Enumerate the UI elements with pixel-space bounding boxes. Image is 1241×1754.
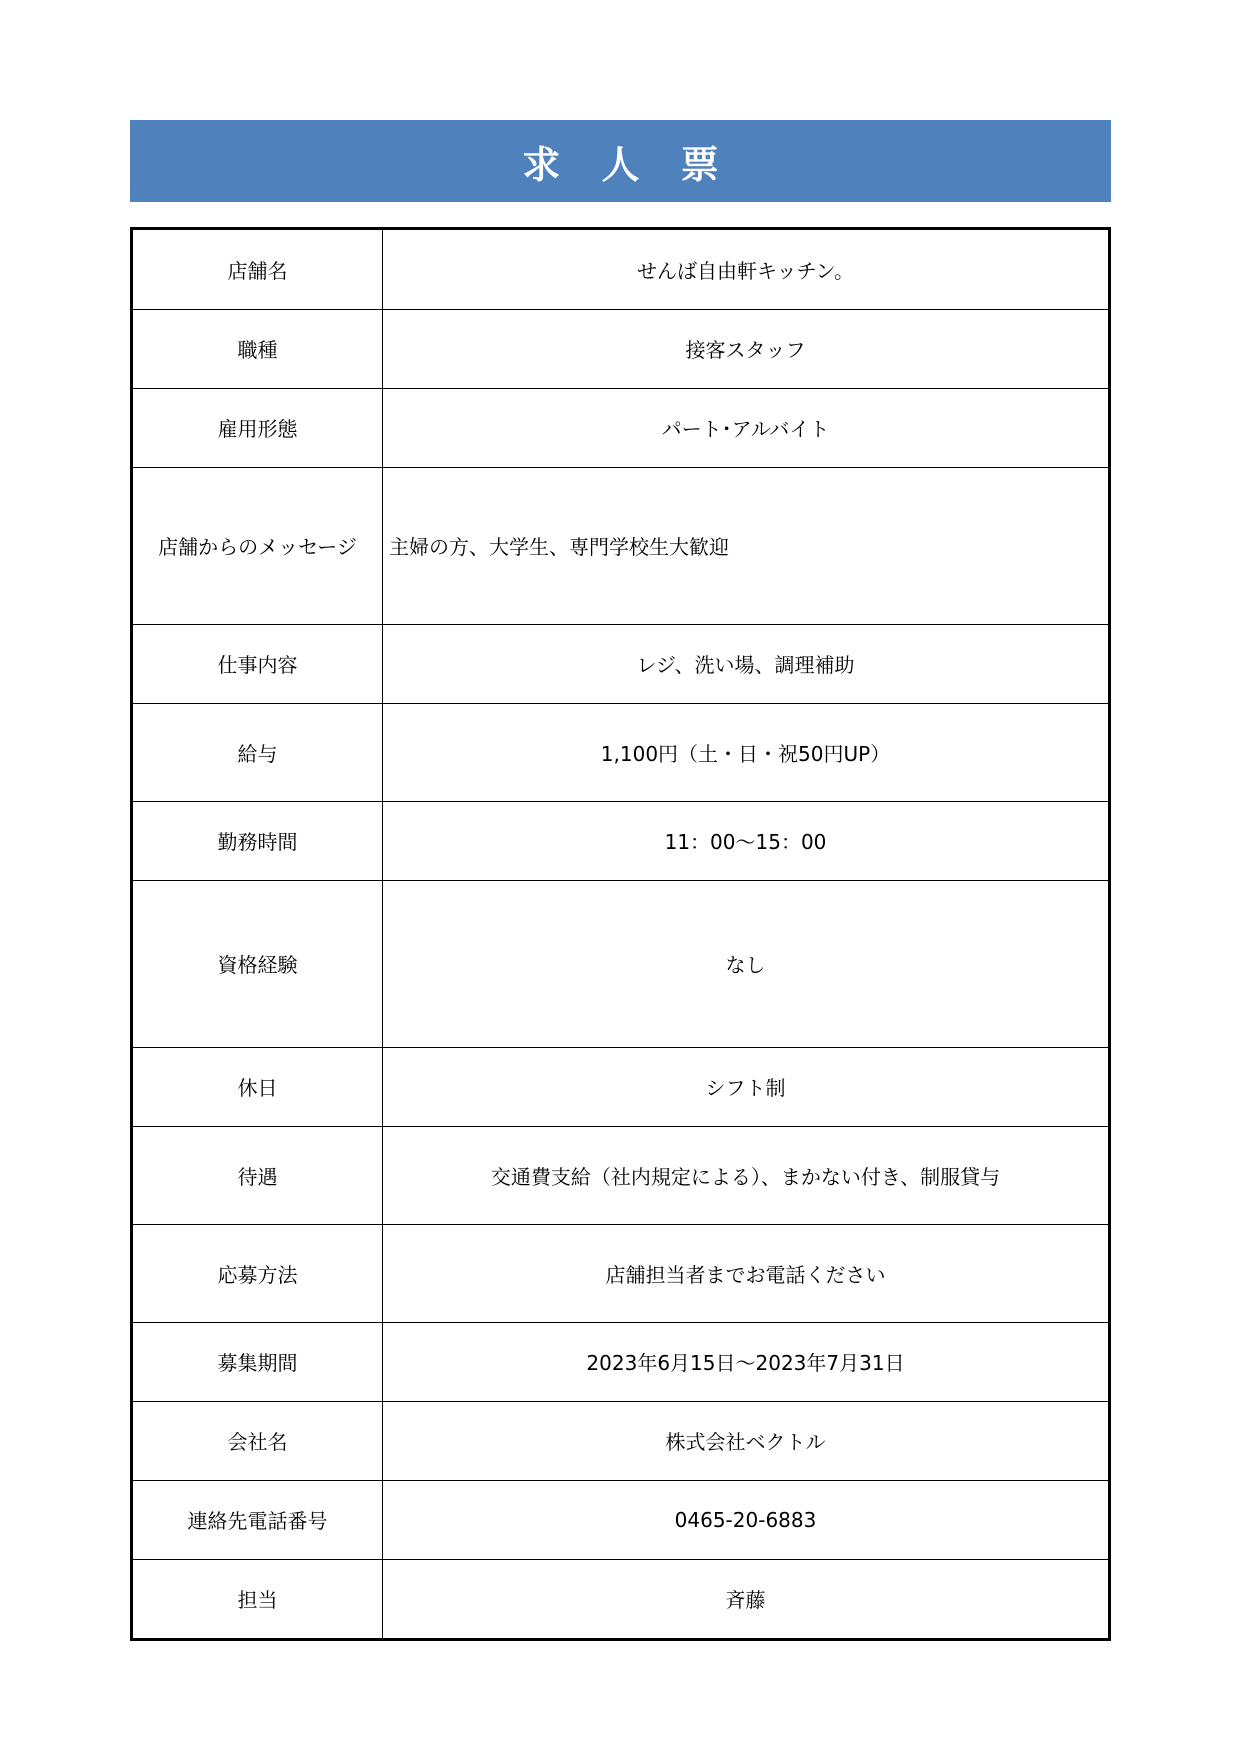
label-employment-type: 雇用形態 xyxy=(133,388,383,467)
row-job-type xyxy=(133,309,1108,388)
value-job-type: 接客スタッフ xyxy=(383,309,1109,388)
label-salary: 給与 xyxy=(133,703,383,801)
value-job-description: レジ、洗い場、調理補助 xyxy=(383,624,1109,703)
label-job-description: 仕事内容 xyxy=(133,624,383,703)
value-contact-phone: 0465-20-6883 xyxy=(383,1480,1109,1559)
row-store-name xyxy=(133,230,1108,309)
title-bar xyxy=(130,120,1111,202)
row-qualifications xyxy=(133,880,1108,1047)
value-benefits: 交通費支給（社内規定による）、まかない付き、制服貸与 xyxy=(383,1126,1109,1224)
row-recruitment-period xyxy=(133,1322,1108,1401)
value-employment-type: パート･アルバイト xyxy=(383,388,1109,467)
value-qualifications: なし xyxy=(383,880,1109,1047)
value-salary: 1,100円（土・日・祝50円UP） xyxy=(383,703,1109,801)
row-contact-phone xyxy=(133,1480,1108,1559)
row-job-description xyxy=(133,624,1108,703)
page-title: 求 人 票 xyxy=(522,142,733,187)
value-store-message: 主婦の方、大学生、専門学校生大歓迎 xyxy=(383,467,1109,624)
label-benefits: 待遇 xyxy=(133,1126,383,1224)
value-application-method: 店舗担当者までお電話ください xyxy=(383,1224,1109,1322)
row-holidays xyxy=(133,1047,1108,1126)
label-working-hours: 勤務時間 xyxy=(133,801,383,880)
label-application-method: 応募方法 xyxy=(133,1224,383,1322)
label-recruitment-period: 募集期間 xyxy=(133,1322,383,1401)
value-person-in-charge: 斉藤 xyxy=(383,1559,1109,1638)
row-company-name xyxy=(133,1401,1108,1480)
label-store-name: 店舗名 xyxy=(133,230,383,309)
row-person-in-charge xyxy=(133,1559,1108,1638)
value-company-name: 株式会社ベクトル xyxy=(383,1401,1109,1480)
row-store-message xyxy=(133,467,1108,624)
label-qualifications: 資格経験 xyxy=(133,880,383,1047)
value-holidays: シフト制 xyxy=(383,1047,1109,1126)
value-working-hours: 11：00〜15：00 xyxy=(383,801,1109,880)
row-application-method xyxy=(133,1224,1108,1322)
job-form-table xyxy=(130,227,1111,1641)
label-contact-phone: 連絡先電話番号 xyxy=(133,1480,383,1559)
label-person-in-charge: 担当 xyxy=(133,1559,383,1638)
row-employment-type xyxy=(133,388,1108,467)
row-salary xyxy=(133,703,1108,801)
value-recruitment-period: 2023年6月15日〜2023年7月31日 xyxy=(383,1322,1109,1401)
label-job-type: 職種 xyxy=(133,309,383,388)
row-benefits xyxy=(133,1126,1108,1224)
label-company-name: 会社名 xyxy=(133,1401,383,1480)
label-store-message: 店舗からのメッセージ xyxy=(133,467,383,624)
form-table xyxy=(133,230,1108,1638)
row-working-hours xyxy=(133,801,1108,880)
label-holidays: 休日 xyxy=(133,1047,383,1126)
value-store-name: せんば自由軒キッチン。 xyxy=(383,230,1109,309)
